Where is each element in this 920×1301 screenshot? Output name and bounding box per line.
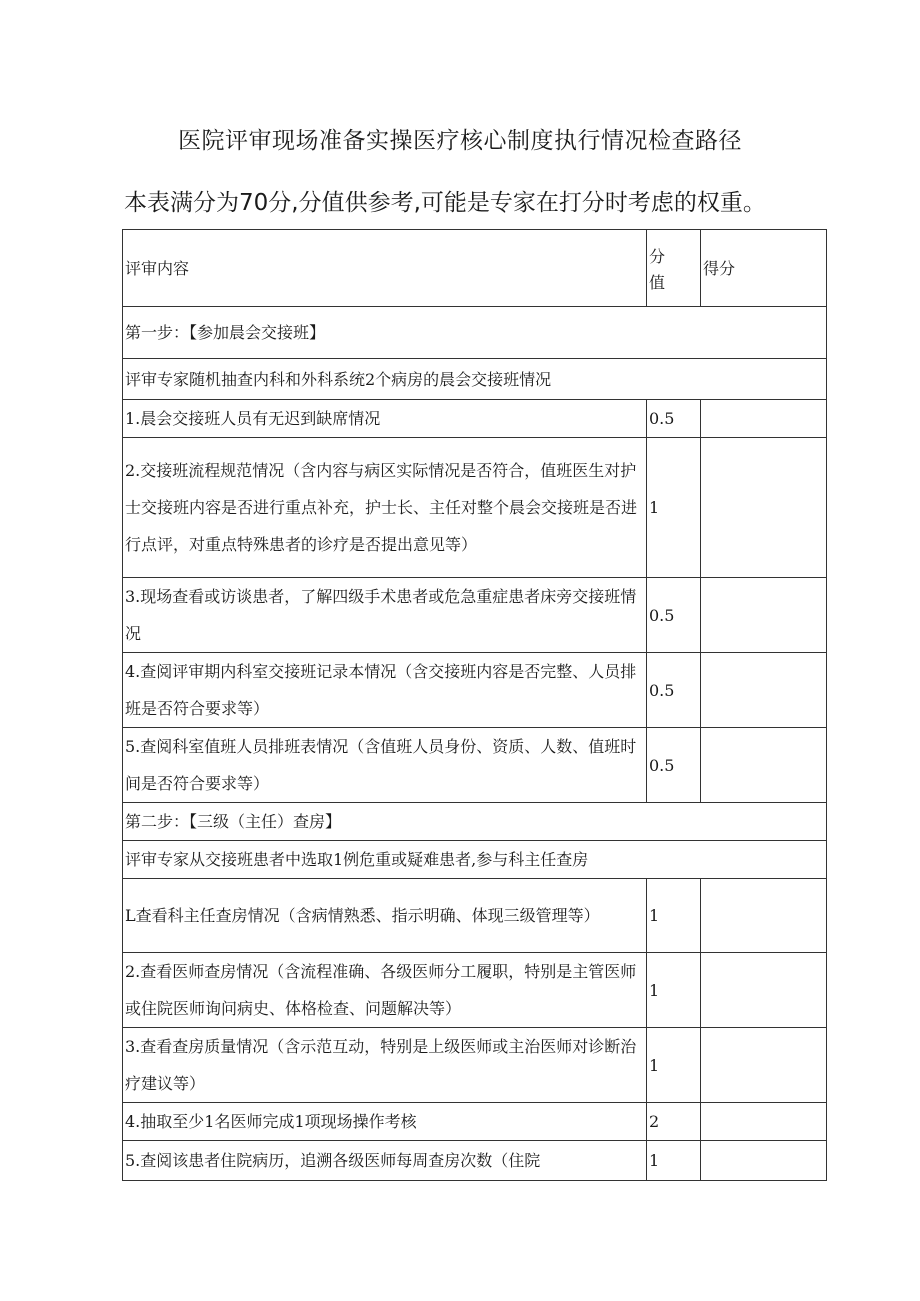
item-score-cell[interactable]	[701, 1103, 827, 1141]
item-score-cell[interactable]	[701, 879, 827, 953]
table-header-row	[123, 230, 827, 307]
table-row	[123, 400, 827, 438]
item-score-cell[interactable]	[701, 653, 827, 728]
section-row	[123, 307, 827, 359]
item-value: 0.5	[647, 578, 701, 653]
item-value: 1	[647, 438, 701, 578]
item-content: 1.晨会交接班人员有无迟到缺席情况	[123, 400, 647, 438]
table-row	[123, 1028, 827, 1103]
item-score-cell[interactable]	[701, 953, 827, 1028]
item-content: L查看科主任查房情况（含病情熟悉、指示明确、体现三级管理等）	[123, 879, 647, 953]
item-value: 1	[647, 1028, 701, 1103]
item-value: 0.5	[647, 653, 701, 728]
item-score-cell[interactable]	[701, 438, 827, 578]
table-row	[123, 953, 827, 1028]
item-content: 5.查阅该患者住院病历，追溯各级医师每周查房次数（住院	[123, 1141, 647, 1181]
item-score-cell[interactable]	[701, 1141, 827, 1181]
note-row	[123, 841, 827, 879]
item-value: 1	[647, 879, 701, 953]
header-score: 得分	[701, 230, 827, 307]
item-content: 2.查看医师查房情况（含流程准确、各级医师分工履职，特别是主管医师或住院医师询问病史、体格检查、问题解决等）	[123, 953, 647, 1028]
item-content: 5.查阅科室值班人员排班表情况（含值班人员身份、资质、人数、值班时间是否符合要求等）	[123, 728, 647, 803]
table-row	[123, 438, 827, 578]
item-value: 0.5	[647, 400, 701, 438]
table-row	[123, 879, 827, 953]
header-value: 分 值	[647, 230, 701, 307]
table-row	[123, 728, 827, 803]
header-content: 评审内容	[123, 230, 647, 307]
item-content: 4.查阅评审期内科室交接班记录本情况（含交接班内容是否完整、人员排班是否符合要求等）	[123, 653, 647, 728]
table-row	[123, 1141, 827, 1181]
item-content: 3.查看查房质量情况（含示范互动，特别是上级医师或主治医师对诊断治疗建议等）	[123, 1028, 647, 1103]
note-row	[123, 359, 827, 400]
page-subtitle: 本表满分为70分,分值供参考,可能是专家在打分时考虑的权重。	[124, 190, 766, 216]
item-content: 4.抽取至少1名医师完成1项现场操作考核	[123, 1103, 647, 1141]
item-content: 2.交接班流程规范情况（含内容与病区实际情况是否符合，值班医生对护士交接班内容是否进行重点补充，护士长、主任对整个晨会交接班是否进行点评，对重点特殊患者的诊疗是否提出意见等）	[123, 438, 647, 578]
table-row	[123, 1103, 827, 1141]
section-title: 第一步：【参加晨会交接班】	[123, 307, 827, 359]
item-score-cell[interactable]	[701, 400, 827, 438]
table-row	[123, 578, 827, 653]
item-score-cell[interactable]	[701, 728, 827, 803]
table-row	[123, 653, 827, 728]
section-note: 评审专家从交接班患者中选取1例危重或疑难患者,参与科主任查房	[123, 841, 827, 879]
item-value: 1	[647, 1141, 701, 1181]
item-content: 3.现场查看或访谈患者，了解四级手术患者或危急重症患者床旁交接班情况	[123, 578, 647, 653]
section-row	[123, 803, 827, 841]
section-note: 评审专家随机抽查内科和外科系统2个病房的晨会交接班情况	[123, 359, 827, 400]
evaluation-table	[122, 229, 827, 1181]
section-title: 第二步：【三级（主任）查房】	[123, 803, 827, 841]
item-score-cell[interactable]	[701, 578, 827, 653]
item-value: 1	[647, 953, 701, 1028]
item-score-cell[interactable]	[701, 1028, 827, 1103]
page-title: 医院评审现场准备实操医疗核心制度执行情况检查路径	[178, 128, 742, 154]
item-value: 2	[647, 1103, 701, 1141]
item-value: 0.5	[647, 728, 701, 803]
